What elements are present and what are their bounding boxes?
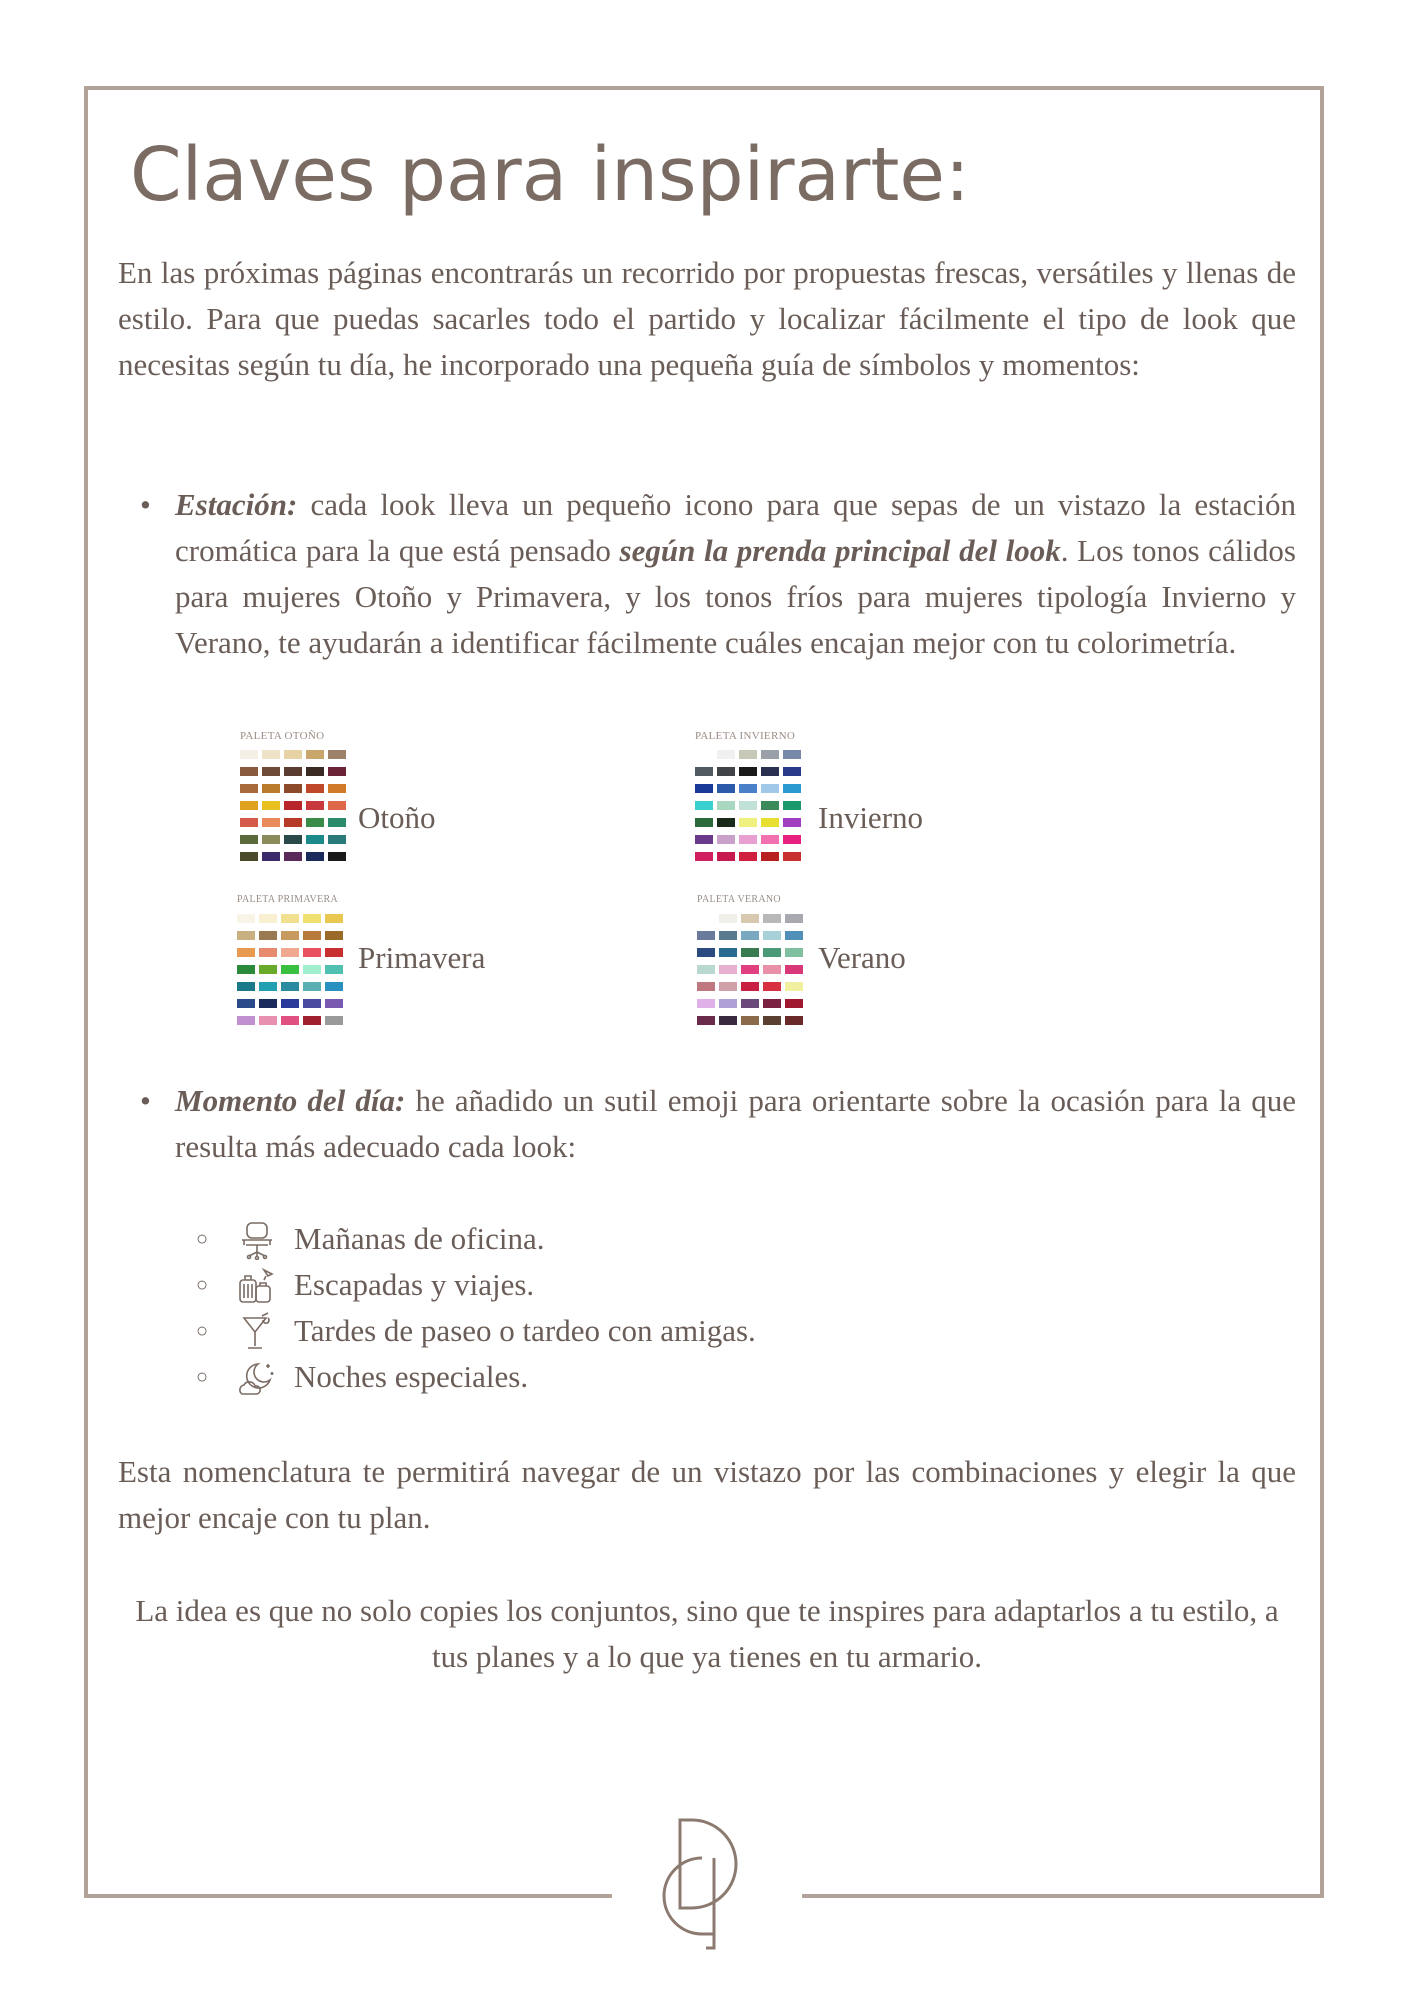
color-swatch [281, 1016, 299, 1025]
color-swatch [240, 784, 258, 793]
color-swatch [697, 999, 715, 1008]
color-swatch [785, 914, 803, 923]
palette-title: PALETA INVIERNO [695, 730, 796, 742]
palette-otono [240, 730, 346, 861]
luggage-icon [236, 1266, 278, 1306]
color-swatch [761, 818, 779, 827]
color-swatch [306, 801, 324, 810]
color-swatch [761, 801, 779, 810]
momento-label: Momento del día: [175, 1083, 406, 1118]
palette-swatches [240, 750, 346, 861]
color-swatch [303, 931, 321, 940]
color-swatch [325, 965, 343, 974]
momento-text [175, 1078, 1296, 1170]
color-swatch [717, 750, 735, 759]
color-swatch [739, 801, 757, 810]
color-swatch [783, 852, 801, 861]
color-swatch [783, 750, 801, 759]
closing-paragraph-2: La idea es que no solo copies los conjuntos, sino que te inspires para adaptarlos a tu estilo, a tus planes y a lo que ya tienes en tu armario. [135, 1593, 1279, 1674]
color-swatch [763, 999, 781, 1008]
color-swatch [259, 965, 277, 974]
color-swatch [303, 965, 321, 974]
color-swatch [325, 931, 343, 940]
color-swatch [741, 931, 759, 940]
color-swatch [697, 948, 715, 957]
color-swatch [237, 948, 255, 957]
color-swatch [328, 750, 346, 759]
palette-title: PALETA VERANO [697, 894, 781, 905]
color-swatch [281, 914, 299, 923]
estacion-text [175, 482, 1296, 666]
color-swatch [284, 835, 302, 844]
color-swatch [761, 750, 779, 759]
color-swatch [697, 982, 715, 991]
color-swatch [306, 767, 324, 776]
palette-swatches [237, 914, 343, 1025]
estacion-text-2: . Los tonos cálidos para mujeres Otoño y Primavera, y los tonos fríos para mujeres tipología Invierno y Verano, te ayudarán a identificar fácilmente cuáles encajan mejor con tu colorimetría. [175, 533, 1296, 660]
color-swatch [237, 965, 255, 974]
color-swatch [259, 999, 277, 1008]
color-swatch [783, 767, 801, 776]
moment-text: Tardes de paseo o tardeo con amigas. [294, 1313, 756, 1348]
color-swatch [785, 982, 803, 991]
color-swatch [262, 784, 280, 793]
color-swatch [741, 914, 759, 923]
ring-bullet: ○ [196, 1366, 209, 1388]
color-swatch [695, 835, 713, 844]
color-swatch [739, 818, 757, 827]
closing-paragraph-1: Esta nomenclatura te permitirá navegar de un vistazo por las combinaciones y elegir la que mejor encaje con tu plan. [118, 1454, 1296, 1535]
color-swatch [695, 767, 713, 776]
color-swatch [783, 818, 801, 827]
palette-invierno [695, 730, 801, 861]
bullet-dot: • [140, 1083, 151, 1118]
color-swatch [240, 750, 258, 759]
color-swatch [739, 767, 757, 776]
color-swatch [240, 801, 258, 810]
season-label-primavera: Primavera [358, 940, 486, 975]
color-swatch [284, 852, 302, 861]
color-swatch [281, 999, 299, 1008]
color-swatch [763, 914, 781, 923]
color-swatch [697, 914, 715, 923]
color-swatch [719, 999, 737, 1008]
color-swatch [739, 835, 757, 844]
color-swatch [240, 835, 258, 844]
color-swatch [783, 784, 801, 793]
office-chair-icon [236, 1220, 278, 1260]
color-swatch [281, 965, 299, 974]
color-swatch [719, 1016, 737, 1025]
color-swatch [281, 931, 299, 940]
color-swatch [783, 835, 801, 844]
color-swatch [237, 1016, 255, 1025]
color-swatch [237, 982, 255, 991]
color-swatch [695, 784, 713, 793]
color-swatch [328, 852, 346, 861]
palette-swatches [697, 914, 803, 1025]
estacion-text-1: cada look lleva un pequeño icono para que sepas de un vistazo la estación cromática para la que está pensado [175, 487, 1296, 568]
color-swatch [284, 801, 302, 810]
color-swatch [719, 965, 737, 974]
color-swatch [325, 982, 343, 991]
season-label-otono: Otoño [358, 800, 436, 835]
color-swatch [240, 818, 258, 827]
estacion-label: Estación: [175, 487, 298, 522]
ring-bullet: ○ [196, 1228, 209, 1250]
color-swatch [262, 750, 280, 759]
color-swatch [303, 948, 321, 957]
momento-text-body: he añadido un sutil emoji para orientarte sobre la ocasión para la que resulta más adecuado cada look: [175, 1083, 1296, 1164]
color-swatch [697, 965, 715, 974]
color-swatch [695, 801, 713, 810]
color-swatch [306, 835, 324, 844]
moment-text: Noches especiales. [294, 1359, 529, 1394]
monogram-logo [640, 1808, 770, 1958]
color-swatch [328, 818, 346, 827]
color-swatch [325, 1016, 343, 1025]
color-swatch [741, 948, 759, 957]
color-swatch [719, 982, 737, 991]
moon-cloud-icon [236, 1358, 278, 1398]
color-swatch [741, 999, 759, 1008]
color-swatch [237, 931, 255, 940]
color-swatch [259, 948, 277, 957]
palette-title: PALETA OTOÑO [240, 730, 325, 742]
color-swatch [739, 750, 757, 759]
color-swatch [262, 852, 280, 861]
color-swatch [761, 767, 779, 776]
moment-text: Escapadas y viajes. [294, 1267, 535, 1302]
color-swatch [763, 965, 781, 974]
color-swatch [763, 948, 781, 957]
color-swatch [719, 948, 737, 957]
color-swatch [262, 767, 280, 776]
color-swatch [761, 784, 779, 793]
color-swatch [717, 818, 735, 827]
color-swatch [325, 948, 343, 957]
color-swatch [306, 818, 324, 827]
color-swatch [717, 852, 735, 861]
estacion-emphasis: según la prenda principal del look [619, 533, 1061, 568]
color-swatch [284, 750, 302, 759]
color-swatch [783, 801, 801, 810]
color-swatch [785, 965, 803, 974]
color-swatch [306, 750, 324, 759]
color-swatch [328, 801, 346, 810]
color-swatch [259, 914, 277, 923]
color-swatch [303, 1016, 321, 1025]
color-swatch [739, 852, 757, 861]
color-swatch [262, 835, 280, 844]
color-swatch [741, 965, 759, 974]
ring-bullet: ○ [196, 1274, 209, 1296]
cocktail-icon [236, 1312, 278, 1352]
color-swatch [328, 784, 346, 793]
moment-text: Mañanas de oficina. [294, 1221, 545, 1256]
color-swatch [695, 818, 713, 827]
color-swatch [717, 835, 735, 844]
palette-title: PALETA PRIMAVERA [237, 894, 338, 905]
bullet-dot: • [140, 487, 151, 522]
color-swatch [717, 801, 735, 810]
color-swatch [325, 914, 343, 923]
ring-bullet: ○ [196, 1320, 209, 1342]
color-swatch [717, 784, 735, 793]
color-swatch [697, 931, 715, 940]
color-swatch [719, 931, 737, 940]
color-swatch [763, 931, 781, 940]
color-swatch [785, 999, 803, 1008]
color-swatch [328, 767, 346, 776]
palette-primavera [237, 894, 343, 1025]
color-swatch [281, 948, 299, 957]
color-swatch [303, 982, 321, 991]
intro-paragraph: En las próximas páginas encontrarás un recorrido por propuestas frescas, versátiles y llenas de estilo. Para que puedas sacarles todo el partido y localizar fácilmente el tipo de look que necesitas según tu día, he incorporado una pequeña guía de símbolos y momentos: [118, 255, 1296, 382]
season-label-invierno: Invierno [818, 800, 924, 835]
color-swatch [262, 818, 280, 827]
color-swatch [695, 750, 713, 759]
color-swatch [741, 982, 759, 991]
color-swatch [739, 784, 757, 793]
color-swatch [284, 784, 302, 793]
color-swatch [719, 914, 737, 923]
color-swatch [281, 982, 299, 991]
palette-swatches [695, 750, 801, 861]
color-swatch [259, 931, 277, 940]
bullet-estacion [140, 482, 1296, 666]
color-swatch [306, 784, 324, 793]
color-swatch [262, 801, 280, 810]
season-label-verano: Verano [818, 940, 906, 975]
bullet-momento [140, 1078, 1296, 1170]
color-swatch [284, 767, 302, 776]
color-swatch [763, 982, 781, 991]
color-swatch [237, 914, 255, 923]
color-swatch [695, 852, 713, 861]
color-swatch [785, 1016, 803, 1025]
color-swatch [303, 999, 321, 1008]
color-swatch [284, 818, 302, 827]
color-swatch [237, 999, 255, 1008]
color-swatch [303, 914, 321, 923]
color-swatch [717, 767, 735, 776]
page-title: Claves para inspirarte: [130, 132, 970, 218]
color-swatch [741, 1016, 759, 1025]
color-swatch [763, 1016, 781, 1025]
color-swatch [259, 1016, 277, 1025]
color-swatch [240, 852, 258, 861]
color-swatch [785, 948, 803, 957]
color-swatch [306, 852, 324, 861]
palette-verano [697, 894, 803, 1025]
color-swatch [761, 852, 779, 861]
color-swatch [259, 982, 277, 991]
color-swatch [697, 1016, 715, 1025]
color-swatch [328, 835, 346, 844]
color-swatch [761, 835, 779, 844]
color-swatch [785, 931, 803, 940]
color-swatch [240, 767, 258, 776]
color-swatch [325, 999, 343, 1008]
